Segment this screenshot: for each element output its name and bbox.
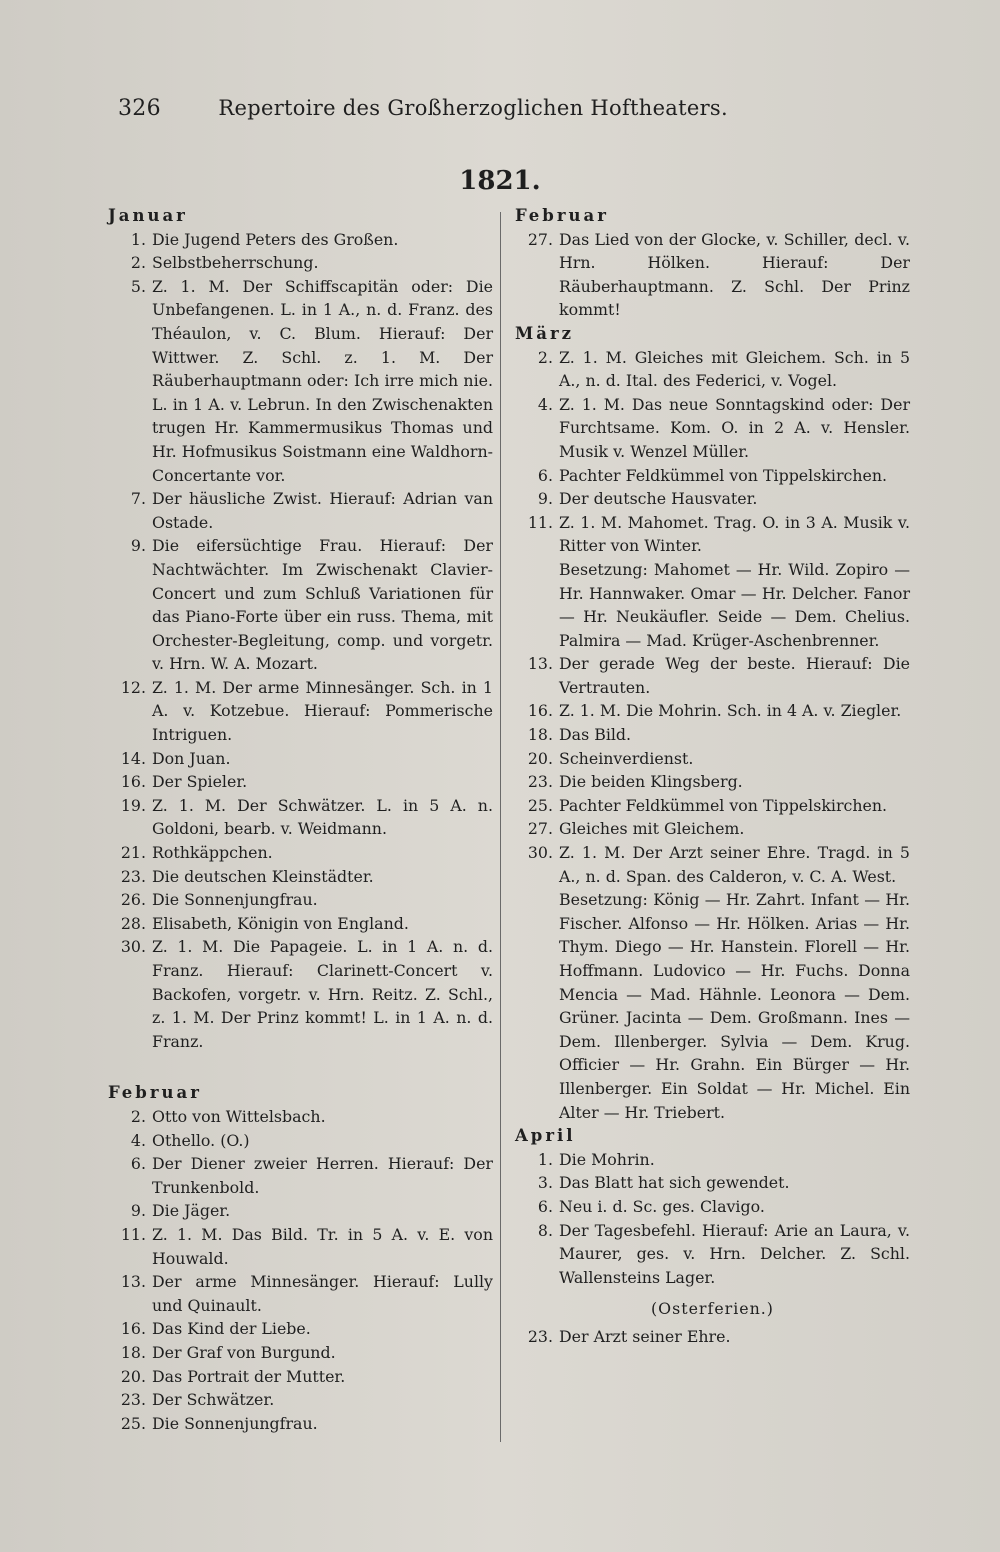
entry-text: Z. 1. M. Das neue Sonntagskind oder: Der Furchtsame. Kom. O. in 2 A. v. Hensler. Musik v. Wenzel Müller. [559,394,910,461]
performance-entry [108,888,493,912]
entry-text: Elisabeth, Königin von England. [152,913,409,933]
entry-text: Der gerade Weg der beste. Hierauf: Die Vertrauten. [559,654,910,697]
performance-entry [515,723,910,747]
performance-entry [108,1105,493,1129]
entry-day: 16. [120,1319,146,1339]
entry-text: Besetzung: Mahomet — Hr. Wild. Zopiro — Hr. Hannwaker. Omar — Hr. Delcher. Fanor — Hr. Neukäufler. Seide — Dem. Chelius. Palmira — Mad. Krüger-Aschenbrenner. [559,559,910,650]
performance-entry [515,770,910,794]
year-heading: 1821. [459,166,541,196]
entry-day: 11. [120,1224,146,1244]
performance-entry [515,1219,910,1290]
month-heading: Januar [108,206,188,225]
performance-entry [108,1199,493,1223]
entry-text: Der arme Minnesänger. Hierauf: Lully und Quinault. [152,1272,493,1315]
entry-day [527,558,559,652]
performance-entry [108,251,493,275]
performance-entry [515,1148,910,1172]
entry-day: 7. [130,489,146,509]
entry-text: Z. 1. M. Der Arzt seiner Ehre. Tragd. in 5 A., n. d. Span. des Calderon, v. C. A. West. [559,843,910,886]
entry-text: Z. 1. M. Gleiches mit Gleichem. Sch. in 5 A., n. d. Ital. des Federici, v. Vogel. [559,347,910,391]
performance-entry [108,1412,493,1436]
entry-text: Pachter Feldkümmel von Tippelskirchen. [559,465,888,485]
entry-text: Der Schwätzer. [152,1390,275,1410]
entry-day: 25. [527,795,553,815]
entry-day: 16. [527,701,553,721]
performance-entry [108,770,493,794]
performance-entry [108,1317,493,1341]
entry-text: Don Juan. [152,748,231,768]
performance-entry [108,794,493,841]
entry-text: Z. 1. M. Die Papageie. L. in 1 A. n. d. Franz. Hierauf: Clarinett-Concert v. Backofen, vorgetr. v. Hrn. Reitz. Z. Schl., z. 1. M. Der Prinz kommt! L. in 1 A. n. d. Franz. [152,937,493,1051]
entry-text: Das Lied von der Glocke, v. Schiller, decl. v. Hrn. Hölken. Hierauf: Der Räuberhauptmann. Z. Schl. Der Prinz kommt! [559,229,910,320]
performance-entry [108,1129,493,1153]
entry-day: 23. [120,866,146,886]
performance-entry [108,912,493,936]
performance-entry [515,393,910,464]
page-header [118,96,728,121]
entry-day: 23. [527,772,553,792]
month-heading: April [515,1126,576,1146]
entry-day: 30. [120,937,146,957]
performance-entry [515,346,910,393]
entry-text: Die Jäger. [152,1201,231,1221]
entry-text: Das Portrait der Mutter. [152,1366,346,1386]
entry-day: 9. [130,536,146,556]
performance-entry [515,652,910,699]
entry-text: Z. 1. M. Der Schiffscapitän oder: Die Unbefangenen. L. in 1 A., n. d. Franz. des Théaulon, v. C. Blum. Hierauf: Der Wittwer. Z. Schl. z. 1. M. Der Räuberhauptmann oder: Ich irre mich nie. L. in 1 A. v. Lebrun. In den Zwischenakten trugen Hr. Kammermusikus Thomas und Hr. Hofmusikus Soistmann eine Waldhorn-Concertante vor. [152,276,493,485]
performance-entry [515,1325,910,1349]
entry-text: Z. 1. M. Die Mohrin. Sch. in 4 A. v. Ziegler. [559,701,902,721]
entry-text: Die beiden Klingsberg. [559,772,743,792]
performance-entry [515,1171,910,1195]
entry-day: 12. [120,677,146,697]
page-number: 326 [118,96,161,121]
entry-day [527,888,559,1124]
entry-day: 6. [130,1154,146,1174]
entry-text: Die Jugend Peters des Großen. [152,229,399,249]
performance-entry [108,1341,493,1365]
entry-day: 2. [130,253,146,273]
entry-day: 13. [120,1272,146,1292]
column-divider [500,212,501,1442]
entry-day: 2. [130,1106,146,1126]
entry-text: Z. 1. M. Das Bild. Tr. in 5 A. v. E. von Houwald. [152,1224,493,1268]
entry-text: Othello. (O.) [152,1130,250,1150]
performance-entry [515,1195,910,1219]
entry-day: 23. [527,1326,553,1346]
entry-day: 21. [120,843,146,863]
entry-text: Die deutschen Kleinstädter. [152,866,374,886]
entry-text: Scheinverdienst. [559,748,694,768]
entry-day: 18. [120,1342,146,1362]
performance-entry [515,817,910,841]
entry-day: 4. [537,394,553,414]
entry-text: Der deutsche Hausvater. [559,489,758,509]
entry-text: Der Graf von Burgund. [152,1342,336,1362]
entry-text: Rothkäppchen. [152,843,273,863]
entry-text: Otto von Wittelsbach. [152,1106,326,1126]
entry-text: Z. 1. M. Der arme Minnesänger. Sch. in 1 A. v. Kotzebue. Hierauf: Pommerische Intriguen. [152,677,493,745]
entry-day: 2. [537,347,553,367]
entry-day: 3. [537,1173,553,1193]
entry-text: Neu i. d. Sc. ges. Clavigo. [559,1196,765,1216]
performance-entry [108,747,493,771]
performance-entry [108,534,493,676]
entry-day: 18. [527,725,553,745]
entry-day: 1. [130,229,146,249]
entry-day: 30. [527,843,553,863]
entry-text: Z. 1. M. Der Schwätzer. L. in 5 A. n. Goldoni, bearb. v. Weidmann. [152,795,493,839]
entry-day: 27. [527,229,553,249]
entry-text: Gleiches mit Gleichem. [559,819,745,839]
entry-day: 4. [130,1130,146,1150]
entry-day: 19. [120,795,146,815]
entry-day: 14. [120,748,146,768]
entry-text: Die Sonnenjungfrau. [152,890,318,910]
performance-entry [108,1388,493,1412]
entry-day: 20. [527,748,553,768]
performance-entry [108,935,493,1053]
entry-day: 16. [120,772,146,792]
performance-entry [108,1365,493,1389]
entry-text: Der Diener zweier Herren. Hierauf: Der Trunkenbold. [152,1154,493,1197]
performance-entry [108,1223,493,1270]
entry-day: 6. [537,465,553,485]
entry-day: 28. [120,913,146,933]
entry-text: Das Blatt hat sich gewendet. [559,1173,790,1193]
performance-entry [515,699,910,723]
entry-text: Die Sonnenjungfrau. [152,1413,318,1433]
performance-entry [108,275,493,487]
month-heading: Februar [515,206,609,225]
entry-day: 13. [527,654,553,674]
entry-text: Das Bild. [559,725,632,745]
performance-entry [108,487,493,534]
entry-day: 9. [537,489,553,509]
entry-text: Die Mohrin. [559,1149,655,1169]
entry-day: 11. [527,512,553,532]
entry-text: Z. 1. M. Mahomet. Trag. O. in 3 A. Musik v. Ritter von Winter. [559,512,910,556]
entry-text: Pachter Feldkümmel von Tippelskirchen. [559,795,888,815]
entry-day: 9. [130,1201,146,1221]
performance-entry [515,464,910,488]
performance-entry [108,676,493,747]
entry-text: Die eifersüchtige Frau. Hierauf: Der Nachtwächter. Im Zwischenakt Clavier-Concert und zum Schluß Variationen für das Piano-Forte über ein russ. Thema, mit Orchester-Begleitung, comp. und vorgetr. v. Hrn. W. A. Mozart. [152,536,493,674]
performance-entry [515,558,910,652]
entry-text: Das Kind der Liebe. [152,1319,311,1339]
performance-entry [108,228,493,252]
performance-entry [108,1270,493,1317]
performance-entry [515,228,910,322]
performance-entry [515,487,910,511]
entry-day: 1. [537,1149,553,1169]
entry-text: Der Tagesbefehl. Hierauf: Arie an Laura, v. Maurer, ges. v. Hrn. Delcher. Z. Schl. Wallensteins Lager. [559,1220,910,1287]
performance-entry [515,841,910,888]
entry-day: 25. [120,1413,146,1433]
performance-entry [108,865,493,889]
entry-day: 23. [120,1390,146,1410]
performance-entry [515,511,910,558]
left-column [108,204,493,1435]
month-heading: Februar [108,1083,202,1103]
entry-text: Der Arzt seiner Ehre. [559,1326,731,1346]
entry-text: Der häusliche Zwist. Hierauf: Adrian van Ostade. [152,489,493,532]
running-title: Repertoire des Großherzoglichen Hoftheaters. [218,96,728,120]
entry-day: 8. [537,1220,553,1240]
entry-day: 26. [120,890,146,910]
entry-day: 6. [537,1196,553,1216]
entry-day: 20. [120,1366,146,1386]
performance-entry [108,841,493,865]
entry-day: 5. [130,276,146,296]
entry-day: 27. [527,819,553,839]
entry-text: Selbstbeherrschung. [152,253,319,273]
right-column [515,204,910,1349]
performance-entry [515,888,910,1124]
performance-entry [108,1152,493,1199]
entry-text: Besetzung: König — Hr. Zahrt. Infant — Hr. Fischer. Alfonso — Hr. Hölken. Arias — Hr. Thym. Diego — Hr. Hanstein. Florell — Hr. Hoffmann. Ludovico — Hr. Fuchs. Donna Mencia — Mad. Hähnle. Leonora — Dem. Grüner. Jacinta — Dem. Großmann. Ines — Dem. Illenberger. Sylvia — Dem. Krug. Officier — Hr. Grahn. Ein Bürger — Hr. Illenberger. Ein Soldat — Hr. Michel. Ein Alter — Hr. Triebert. [559,890,910,1122]
month-heading: März [515,323,575,343]
section-note: (Osterferien.) [651,1299,774,1319]
performance-entry [515,794,910,818]
performance-entry [515,747,910,771]
entry-text: Der Spieler. [152,772,248,792]
